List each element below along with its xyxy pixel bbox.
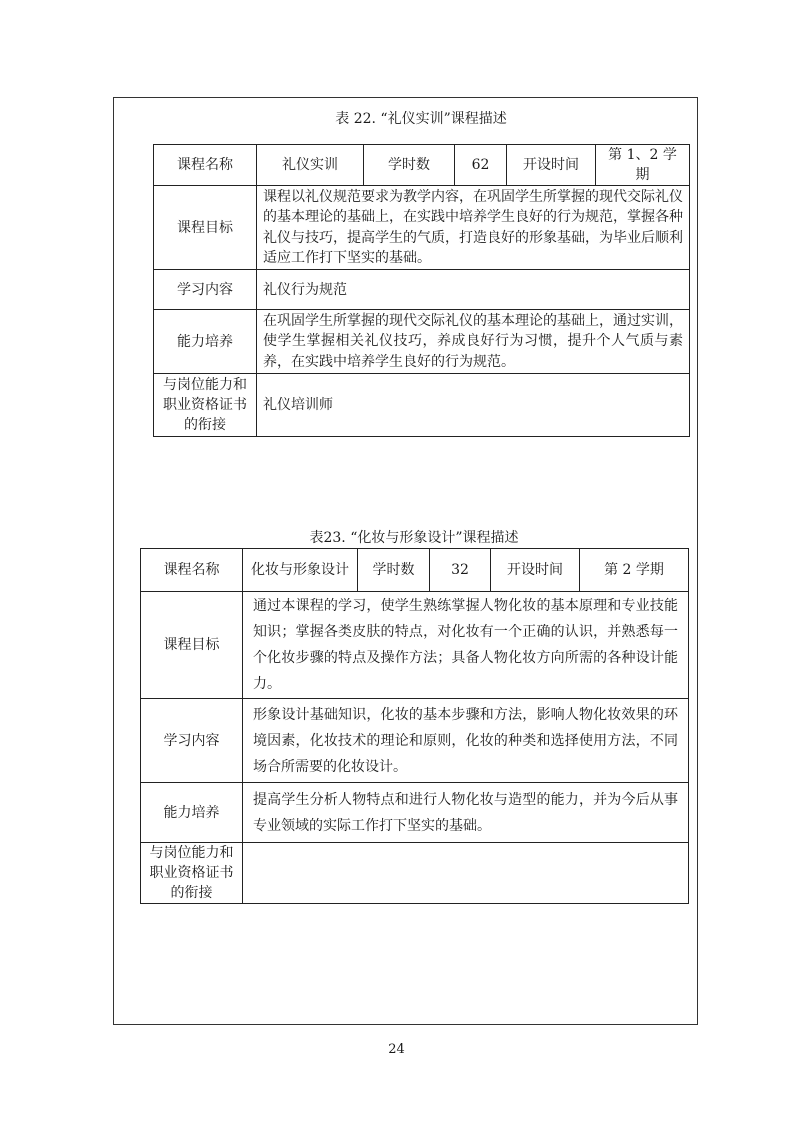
table-row xyxy=(141,592,689,699)
header-row xyxy=(154,145,690,186)
table-row xyxy=(154,310,690,374)
header-row xyxy=(141,549,689,592)
course-name-value: 化妆与形象设计 xyxy=(243,549,358,592)
table-row xyxy=(141,783,689,843)
row-text xyxy=(243,843,689,904)
row-label: 能力培养 xyxy=(141,783,243,843)
row-text: 礼仪行为规范 xyxy=(257,270,690,310)
table-row xyxy=(154,186,690,270)
row-text: 课程以礼仪规范要求为教学内容，在巩固学生所掌握的现代交际礼仪的基本理论的基础上，在实践中培养学生良好的行为规范，掌握各种礼仪与技巧，提高学生的气质，打造良好的形象基础，为毕业后顺利适应工作打下坚实的基础。 xyxy=(257,186,690,270)
hours-value: 62 xyxy=(455,145,507,186)
hours-label: 学时数 xyxy=(358,549,430,592)
course-table-makeup xyxy=(140,548,689,904)
table-22-caption: 表 22. “礼仪实训”课程描述 xyxy=(335,111,507,127)
table-row xyxy=(154,374,690,437)
row-text: 在巩固学生所掌握的现代交际礼仪的基本理论的基础上，通过实训，使学生掌握相关礼仪技巧，养成良好行为习惯，提升个人气质与素养，在实践中培养学生良好的行为规范。 xyxy=(257,310,690,374)
course-name-value: 礼仪实训 xyxy=(257,145,364,186)
table-23-caption: 表23. “化妆与形象设计”课程描述 xyxy=(309,530,519,546)
row-text: 礼仪培训师 xyxy=(257,374,690,437)
table-row xyxy=(141,843,689,904)
term-value: 第 2 学期 xyxy=(580,549,689,592)
course-name-label: 课程名称 xyxy=(154,145,257,186)
row-text: 形象设计基础知识，化妆的基本步骤和方法，影响人物化妆效果的环境因素，化妆技术的理论和原则，化妆的种类和选择使用方法，不同场合所需要的化妆设计。 xyxy=(243,699,689,783)
row-label: 学习内容 xyxy=(141,699,243,783)
hours-value: 32 xyxy=(430,549,491,592)
row-label: 课程目标 xyxy=(154,186,257,270)
table-row xyxy=(141,699,689,783)
row-text: 提高学生分析人物特点和进行人物化妆与造型的能力，并为今后从事专业领域的实际工作打下坚实的基础。 xyxy=(243,783,689,843)
row-label: 学习内容 xyxy=(154,270,257,310)
hours-label: 学时数 xyxy=(364,145,455,186)
row-label: 课程目标 xyxy=(141,592,243,699)
row-label: 能力培养 xyxy=(154,310,257,374)
term-value: 第 1、2 学期 xyxy=(596,145,690,186)
course-table-etiquette xyxy=(153,144,690,437)
course-name-label: 课程名称 xyxy=(141,549,243,592)
term-label: 开设时间 xyxy=(491,549,580,592)
page-number: 24 xyxy=(388,1042,405,1057)
row-text: 通过本课程的学习，使学生熟练掌握人物化妆的基本原理和专业技能知识；掌握各类皮肤的特点，对化妆有一个正确的认识，并熟悉每一个化妆步骤的特点及操作方法；具备人物化妆方向所需的各种设计能力。 xyxy=(243,592,689,699)
row-label: 与岗位能力和职业资格证书的衔接 xyxy=(154,374,257,437)
table-row xyxy=(154,270,690,310)
term-label: 开设时间 xyxy=(507,145,596,186)
row-label: 与岗位能力和职业资格证书的衔接 xyxy=(141,843,243,904)
